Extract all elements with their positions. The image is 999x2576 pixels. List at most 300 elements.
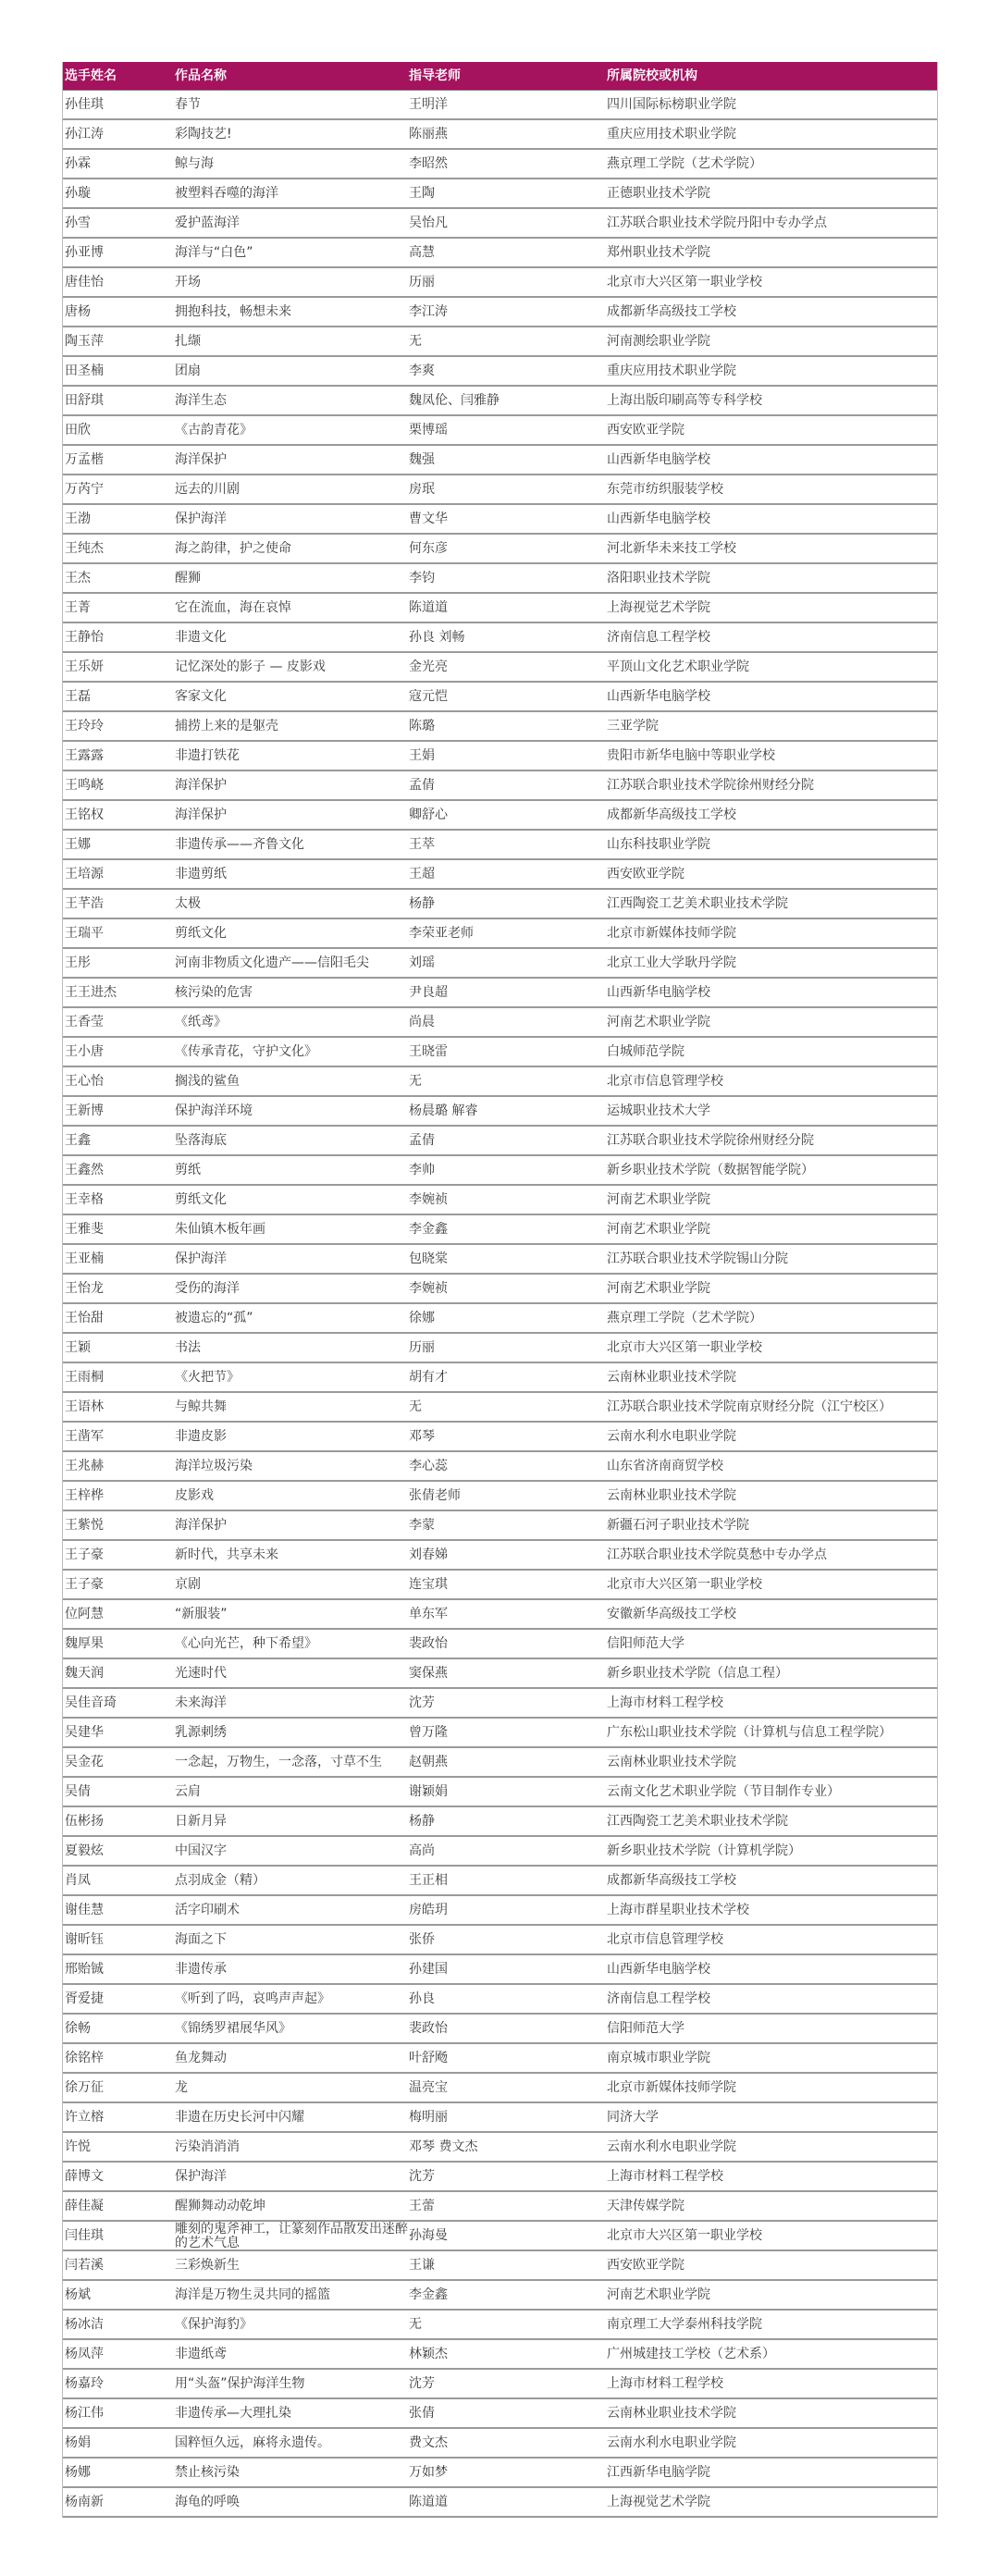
cell-advisor: 曾万隆 (409, 1725, 448, 1740)
cell-contestant-name: 王鑫然 (65, 1163, 104, 1177)
table-row (63, 2192, 937, 2222)
table-row (63, 150, 937, 179)
cell-institution: 天津传媒学院 (607, 2199, 684, 2213)
cell-advisor: 李婉祯 (409, 1192, 448, 1207)
cell-institution: 江苏联合职业技术学院莫愁中专办学点 (607, 1547, 827, 1562)
cell-contestant-name: 肖凤 (65, 1873, 91, 1888)
cell-contestant-name: 谢昕钰 (65, 1932, 104, 1947)
cell-institution: 江苏联合职业技术学院徐州财经分院 (607, 1133, 814, 1148)
table-row (63, 1008, 937, 1038)
cell-contestant-name: 王怡甜 (65, 1311, 104, 1325)
table-row (63, 1985, 937, 2015)
cell-advisor: 何东彦 (409, 541, 448, 556)
cell-contestant-name: 王玲玲 (65, 719, 104, 733)
table-row (63, 594, 937, 623)
table-row (63, 1304, 937, 1334)
cell-institution: 西安欧亚学院 (607, 2258, 684, 2273)
cell-institution: 新乡职业技术学院（计算机学院） (607, 1843, 801, 1858)
table-row (63, 2222, 937, 2251)
cell-advisor: 王萃 (409, 837, 435, 852)
cell-contestant-name: 王铭权 (65, 807, 104, 822)
cell-institution: 山东省济南商贸学校 (607, 1459, 723, 1473)
cell-contestant-name: 王凿军 (65, 1429, 104, 1444)
cell-institution: 云南水利水电职业学院 (607, 2139, 736, 2154)
cell-institution: 云南林业职业技术学院 (607, 2406, 736, 2421)
cell-contestant-name: 吴建华 (65, 1725, 104, 1740)
cell-contestant-name: 徐畅 (65, 2021, 91, 2036)
cell-contestant-name: 杨冰洁 (65, 2317, 104, 2332)
header-advisor: 指导老师 (409, 68, 461, 83)
table-row (63, 949, 937, 979)
table-row (63, 2459, 937, 2488)
cell-institution: 云南林业职业技术学院 (607, 1755, 736, 1769)
cell-work-title: 新时代，共享未来 (175, 1547, 278, 1562)
cell-contestant-name: 位阿慧 (65, 1607, 104, 1621)
cell-advisor: 张倩 (409, 2406, 435, 2421)
cell-advisor: 孙海曼 (409, 2228, 448, 2243)
cell-work-title: 龙 (175, 2080, 188, 2095)
cell-contestant-name: 魏厚果 (65, 1636, 104, 1651)
cell-advisor: 杨晨璐 解睿 (409, 1103, 478, 1118)
table-row (63, 1393, 937, 1423)
table-row (63, 1275, 937, 1304)
cell-contestant-name: 王娜 (65, 837, 91, 852)
table-row (63, 416, 937, 446)
cell-advisor: 李蒙 (409, 1518, 435, 1533)
cell-contestant-name: 王乐妍 (65, 659, 104, 674)
table-row (63, 2370, 937, 2399)
cell-institution: 江苏联合职业技术学院锡山分院 (607, 1251, 788, 1266)
cell-contestant-name: 杨凤萍 (65, 2347, 104, 2361)
cell-work-title: 三彩焕新生 (175, 2258, 240, 2273)
table-row (63, 2074, 937, 2103)
cell-work-title: 非遗剪纸 (175, 867, 227, 881)
cell-work-title: 河南非物质文化遗产——信阳毛尖 (175, 955, 369, 970)
table-row (63, 1423, 937, 1452)
cell-advisor: 历丽 (409, 275, 435, 290)
cell-work-title: 团扇 (175, 364, 201, 378)
cell-advisor: 王陶 (409, 186, 435, 201)
cell-work-title: 海洋生态 (175, 393, 227, 408)
cell-work-title: 书法 (175, 1340, 201, 1355)
cell-institution: 河南艺术职业学院 (607, 1281, 710, 1296)
table-row (63, 683, 937, 712)
cell-contestant-name: 杨娟 (65, 2435, 91, 2450)
table-row (63, 1807, 937, 1837)
cell-advisor: 连宝琪 (409, 1577, 448, 1592)
cell-advisor: 叶舒飏 (409, 2051, 448, 2065)
cell-advisor: 高尚 (409, 1843, 435, 1858)
cell-institution: 山西新华电脑学校 (607, 689, 710, 704)
cell-work-title: “新服装” (175, 1607, 228, 1621)
cell-institution: 北京市大兴区第一职业学校 (607, 1340, 762, 1355)
table-row (63, 475, 937, 505)
cell-institution: 江西陶瓷工艺美术职业技术学院 (607, 1814, 788, 1829)
cell-work-title: 醒狮舞动动乾坤 (175, 2199, 265, 2213)
cell-contestant-name: 孙霖 (65, 156, 91, 171)
cell-work-title: 国粹恒久远，麻将永遗传。 (175, 2435, 330, 2450)
cell-contestant-name: 王纯杰 (65, 541, 104, 556)
cell-work-title: 《心向光芒，种下希望》 (175, 1636, 317, 1651)
cell-work-title: 雕刻的鬼斧神工，让篆刻作品散发出迷醉的艺术气息 (175, 2222, 408, 2249)
table-row (63, 1511, 937, 1541)
cell-contestant-name: 王颖 (65, 1340, 91, 1355)
cell-work-title: 非遗皮影 (175, 1429, 227, 1444)
cell-institution: 西安欧亚学院 (607, 423, 684, 438)
cell-contestant-name: 田圣楠 (65, 364, 104, 378)
cell-contestant-name: 许立榕 (65, 2110, 104, 2125)
cell-advisor: 张侨 (409, 1932, 435, 1947)
table-row (63, 1600, 937, 1630)
table-row (63, 1186, 937, 1215)
cell-contestant-name: 王渤 (65, 512, 91, 526)
cell-institution: 北京工业大学耿丹学院 (607, 955, 736, 970)
cell-work-title: 拥抱科技，畅想未来 (175, 304, 291, 319)
cell-work-title: 海龟的呼唤 (175, 2495, 240, 2509)
cell-institution: 重庆应用技术职业学院 (607, 127, 736, 142)
cell-advisor: 邓琴 (409, 1429, 435, 1444)
table-row (63, 2251, 937, 2281)
cell-institution: 山西新华电脑学校 (607, 512, 710, 526)
cell-work-title: 受伤的海洋 (175, 1281, 240, 1296)
cell-contestant-name: 杨江伟 (65, 2406, 104, 2421)
cell-work-title: 《锦绣罗裙展华风》 (175, 2021, 291, 2036)
cell-work-title: 非遗纸鸢 (175, 2347, 227, 2361)
table-row (63, 2399, 937, 2429)
cell-institution: 四川国际标榜职业学院 (607, 97, 736, 112)
cell-advisor: 裴政怡 (409, 2021, 448, 2036)
table-row (63, 1778, 937, 1807)
cell-advisor: 孙建国 (409, 1962, 448, 1977)
cell-institution: 济南信息工程学校 (607, 630, 710, 645)
table-row (63, 831, 937, 860)
cell-contestant-name: 胥爱捷 (65, 1991, 104, 2006)
table-row (63, 1363, 937, 1393)
table-row (63, 2103, 937, 2133)
cell-institution: 信阳师范大学 (607, 1636, 684, 1651)
cell-institution: 江西新华电脑学院 (607, 2465, 710, 2480)
cell-work-title: 云肩 (175, 1784, 201, 1799)
cell-work-title: 皮影戏 (175, 1488, 214, 1503)
cell-work-title: 中国汉字 (175, 1843, 227, 1858)
cell-contestant-name: 王芊浩 (65, 896, 104, 911)
cell-work-title: 《保护海豹》 (175, 2317, 253, 2332)
cell-work-title: 《听到了吗，哀鸣声声起》 (175, 1991, 330, 2006)
cell-institution: 成都新华高级技工学校 (607, 304, 736, 319)
cell-institution: 上海出版印刷高等专科学校 (607, 393, 762, 408)
cell-work-title: 太极 (175, 896, 201, 911)
cell-institution: 东莞市纺织服装学校 (607, 482, 723, 497)
cell-work-title: 乳源刺绣 (175, 1725, 227, 1740)
cell-contestant-name: 吴佳音琦 (65, 1695, 117, 1710)
cell-work-title: 非遗传承—大理扎染 (175, 2406, 291, 2421)
cell-work-title: 日新月异 (175, 1814, 227, 1829)
table-row (63, 2340, 937, 2370)
cell-contestant-name: 田欣 (65, 423, 91, 438)
cell-advisor: 金光亮 (409, 659, 448, 674)
cell-advisor: 无 (409, 334, 422, 349)
cell-work-title: 海洋垃圾污染 (175, 1459, 253, 1473)
table-row (63, 1097, 937, 1127)
table-header-row (63, 62, 937, 91)
cell-work-title: 禁止核污染 (175, 2465, 240, 2480)
cell-work-title: 非遗在历史长河中闪耀 (175, 2110, 304, 2125)
cell-contestant-name: 王雨桐 (65, 1370, 104, 1385)
cell-institution: 新乡职业技术学院（信息工程） (607, 1666, 788, 1681)
cell-work-title: 远去的川剧 (175, 482, 240, 497)
cell-contestant-name: 唐佳怡 (65, 275, 104, 290)
cell-institution: 北京市大兴区第一职业学校 (607, 1577, 762, 1592)
cell-work-title: 海洋保护 (175, 452, 227, 467)
table-row (63, 2133, 937, 2163)
cell-advisor: 李荣亚老师 (409, 926, 474, 941)
cell-institution: 河南艺术职业学院 (607, 1192, 710, 1207)
table-row (63, 268, 937, 298)
cell-contestant-name: 王静怡 (65, 630, 104, 645)
cell-contestant-name: 王瑞平 (65, 926, 104, 941)
table-row (63, 1630, 937, 1659)
table-row (63, 1334, 937, 1363)
cell-work-title: 《纸鸢》 (175, 1015, 227, 1029)
cell-contestant-name: 吴金花 (65, 1755, 104, 1769)
cell-work-title: 活字印刷术 (175, 1903, 240, 1917)
cell-institution: 北京市信息管理学校 (607, 1932, 723, 1947)
cell-advisor: 吴怡凡 (409, 216, 448, 230)
cell-contestant-name: 孙佳琪 (65, 97, 104, 112)
cell-advisor: 尹良超 (409, 985, 448, 1000)
table-row (63, 2311, 937, 2340)
cell-contestant-name: 徐铭梓 (65, 2051, 104, 2065)
cell-advisor: 梅明丽 (409, 2110, 448, 2125)
cell-institution: 山西新华电脑学校 (607, 1962, 710, 1977)
cell-institution: 江苏联合职业技术学院南京财经分院（江宁校区） (607, 1399, 892, 1414)
cell-institution: 河南艺术职业学院 (607, 2287, 710, 2302)
cell-advisor: 李钧 (409, 571, 435, 585)
cell-advisor: 李金鑫 (409, 2287, 448, 2302)
cell-contestant-name: 王亚楠 (65, 1251, 104, 1266)
cell-contestant-name: 徐万征 (65, 2080, 104, 2095)
cell-institution: 云南水利水电职业学院 (607, 1429, 736, 1444)
table-row (63, 1837, 937, 1867)
cell-work-title: 京剧 (175, 1577, 201, 1592)
cell-institution: 重庆应用技术职业学院 (607, 364, 736, 378)
cell-institution: 南京城市职业学院 (607, 2051, 710, 2065)
table-row (63, 505, 937, 535)
cell-institution: 上海市材料工程学校 (607, 1695, 723, 1710)
cell-contestant-name: 闫若溪 (65, 2258, 104, 2273)
cell-advisor: 沈芳 (409, 2169, 435, 2184)
cell-advisor: 陈道道 (409, 600, 448, 615)
cell-contestant-name: 孙璇 (65, 186, 91, 201)
cell-contestant-name: 王雅斐 (65, 1222, 104, 1237)
cell-institution: 河南艺术职业学院 (607, 1222, 710, 1237)
table-row (63, 1748, 937, 1778)
table-row (63, 120, 937, 150)
table-row (63, 298, 937, 327)
cell-work-title: 保护海洋 (175, 2169, 227, 2184)
cell-contestant-name: 王语林 (65, 1399, 104, 1414)
cell-work-title: 剪纸文化 (175, 926, 227, 941)
cell-advisor: 王明洋 (409, 97, 448, 112)
cell-work-title: 污染消消消 (175, 2139, 240, 2154)
cell-work-title: 点羽成金（精） (175, 1873, 265, 1888)
table-row (63, 623, 937, 653)
cell-advisor: 张倩老师 (409, 1488, 461, 1503)
table-row (63, 446, 937, 475)
cell-work-title: 非遗传承 (175, 1962, 227, 1977)
cell-work-title: 客家文化 (175, 689, 227, 704)
cell-institution: 成都新华高级技工学校 (607, 1873, 736, 1888)
table-row (63, 209, 937, 239)
cell-work-title: 醒狮 (175, 571, 201, 585)
cell-contestant-name: 孙江涛 (65, 127, 104, 142)
table-row (63, 712, 937, 742)
cell-institution: 江苏联合职业技术学院徐州财经分院 (607, 778, 814, 793)
table-body (63, 91, 937, 2518)
cell-contestant-name: 伍彬扬 (65, 1814, 104, 1829)
cell-institution: 上海市群星职业技术学校 (607, 1903, 749, 1917)
table-row (63, 1038, 937, 1067)
cell-institution: 河南测绘职业学院 (607, 334, 710, 349)
table-row (63, 564, 937, 594)
cell-contestant-name: 王鸣峣 (65, 778, 104, 793)
cell-institution: 上海市材料工程学校 (607, 2169, 723, 2184)
cell-contestant-name: 王杰 (65, 571, 91, 585)
cell-advisor: 陈道道 (409, 2495, 448, 2509)
table-row (63, 1571, 937, 1600)
cell-work-title: 《火把节》 (175, 1370, 240, 1385)
cell-contestant-name: 杨娜 (65, 2465, 91, 2480)
cell-contestant-name: 杨斌 (65, 2287, 91, 2302)
cell-work-title: 捕捞上来的是躯壳 (175, 719, 278, 733)
cell-institution: 信阳师范大学 (607, 2021, 684, 2036)
cell-advisor: 邓琴 费文杰 (409, 2139, 478, 2154)
cell-work-title: 春节 (175, 97, 201, 112)
cell-advisor: 胡有才 (409, 1370, 448, 1385)
cell-advisor: 温亮宝 (409, 2080, 448, 2095)
cell-institution: 贵阳市新华电脑中等职业学校 (607, 748, 775, 763)
cell-institution: 江西陶瓷工艺美术职业技术学院 (607, 896, 788, 911)
cell-contestant-name: 王心怡 (65, 1074, 104, 1089)
cell-institution: 云南林业职业技术学院 (607, 1488, 736, 1503)
cell-institution: 洛阳职业技术学院 (607, 571, 710, 585)
cell-advisor: 孟倩 (409, 1133, 435, 1148)
cell-institution: 同济大学 (607, 2110, 659, 2125)
cell-contestant-name: 孙亚博 (65, 245, 104, 260)
cell-advisor: 徐娜 (409, 1311, 435, 1325)
cell-advisor: 包晓棠 (409, 1251, 448, 1266)
cell-contestant-name: 王菁 (65, 600, 91, 615)
cell-advisor: 陈丽燕 (409, 127, 448, 142)
cell-work-title: 《古韵青花》 (175, 423, 253, 438)
cell-institution: 广东松山职业技术学院（计算机与信息工程学院） (607, 1725, 892, 1740)
header-work-title: 作品名称 (175, 68, 227, 83)
cell-advisor: 无 (409, 2317, 422, 2332)
cell-work-title: 爱护蓝海洋 (175, 216, 240, 230)
cell-work-title: 海洋保护 (175, 778, 227, 793)
table-row (63, 91, 937, 120)
cell-institution: 新乡职业技术学院（数据智能学院） (607, 1163, 814, 1177)
cell-advisor: 孙良 (409, 1991, 435, 2006)
cell-contestant-name: 孙雪 (65, 216, 91, 230)
table-row (63, 1482, 937, 1511)
table-row (63, 1156, 937, 1186)
cell-contestant-name: 陶玉萍 (65, 334, 104, 349)
cell-work-title: 鱼龙舞动 (175, 2051, 227, 2065)
cell-advisor: 孟倩 (409, 778, 435, 793)
cell-institution: 成都新华高级技工学校 (607, 807, 736, 822)
cell-contestant-name: 王子豪 (65, 1547, 104, 1562)
cell-work-title: 被遗忘的“孤” (175, 1311, 253, 1325)
cell-institution: 云南水利水电职业学院 (607, 2435, 736, 2450)
cell-advisor: 赵朝燕 (409, 1755, 448, 1769)
table-row (63, 2281, 937, 2311)
cell-work-title: 保护海洋 (175, 512, 227, 526)
cell-contestant-name: 唐杨 (65, 304, 91, 319)
cell-work-title: 被塑料吞噬的海洋 (175, 186, 278, 201)
cell-advisor: 王正相 (409, 1873, 448, 1888)
cell-advisor: 陈璐 (409, 719, 435, 733)
cell-advisor: 魏强 (409, 452, 435, 467)
cell-contestant-name: 王新博 (65, 1103, 104, 1118)
cell-advisor: 王娟 (409, 748, 435, 763)
cell-work-title: 彩陶技艺! (175, 127, 232, 142)
table-row (63, 1215, 937, 1245)
cell-advisor: 李江涛 (409, 304, 448, 319)
cell-advisor: 历丽 (409, 1340, 435, 1355)
table-row (63, 1867, 937, 1896)
table-row (63, 979, 937, 1008)
participants-table (62, 62, 938, 2518)
cell-institution: 河北新华未来技工学校 (607, 541, 736, 556)
table-row (63, 1719, 937, 1748)
cell-contestant-name: 王兆赫 (65, 1459, 104, 1473)
cell-institution: 北京市大兴区第一职业学校 (607, 2228, 762, 2243)
cell-contestant-name: 许悦 (65, 2139, 91, 2154)
cell-advisor: 曹文华 (409, 512, 448, 526)
cell-work-title: 海洋保护 (175, 1518, 227, 1533)
cell-work-title: 非遗打铁花 (175, 748, 240, 763)
cell-contestant-name: 杨南新 (65, 2495, 104, 2509)
table-row (63, 1541, 937, 1571)
cell-contestant-name: 万芮宁 (65, 482, 104, 497)
cell-contestant-name: 王磊 (65, 689, 91, 704)
cell-advisor: 刘瑶 (409, 955, 435, 970)
header-contestant-name: 选手姓名 (65, 68, 117, 83)
cell-work-title: 剪纸文化 (175, 1192, 227, 1207)
cell-work-title: 非遗传承——齐鲁文化 (175, 837, 304, 852)
cell-advisor: 杨静 (409, 896, 435, 911)
cell-advisor: 裴政怡 (409, 1636, 448, 1651)
cell-institution: 郑州职业技术学院 (607, 245, 710, 260)
table-row (63, 653, 937, 683)
cell-work-title: 海面之下 (175, 1932, 227, 1947)
cell-institution: 白城师范学院 (607, 1044, 684, 1059)
cell-contestant-name: 王王进杰 (65, 985, 117, 1000)
cell-contestant-name: 王子豪 (65, 1577, 104, 1592)
cell-advisor: 李心蕊 (409, 1459, 448, 1473)
cell-contestant-name: 王怡龙 (65, 1281, 104, 1296)
cell-contestant-name: 王小唐 (65, 1044, 104, 1059)
cell-advisor: 王谦 (409, 2258, 435, 2273)
cell-institution: 上海市材料工程学校 (607, 2376, 723, 2391)
table-row (63, 771, 937, 801)
table-row (63, 2015, 937, 2044)
cell-work-title: 非遗文化 (175, 630, 227, 645)
cell-contestant-name: 王鑫 (65, 1133, 91, 1148)
cell-institution: 西安欧亚学院 (607, 867, 684, 881)
table-row (63, 1067, 937, 1097)
